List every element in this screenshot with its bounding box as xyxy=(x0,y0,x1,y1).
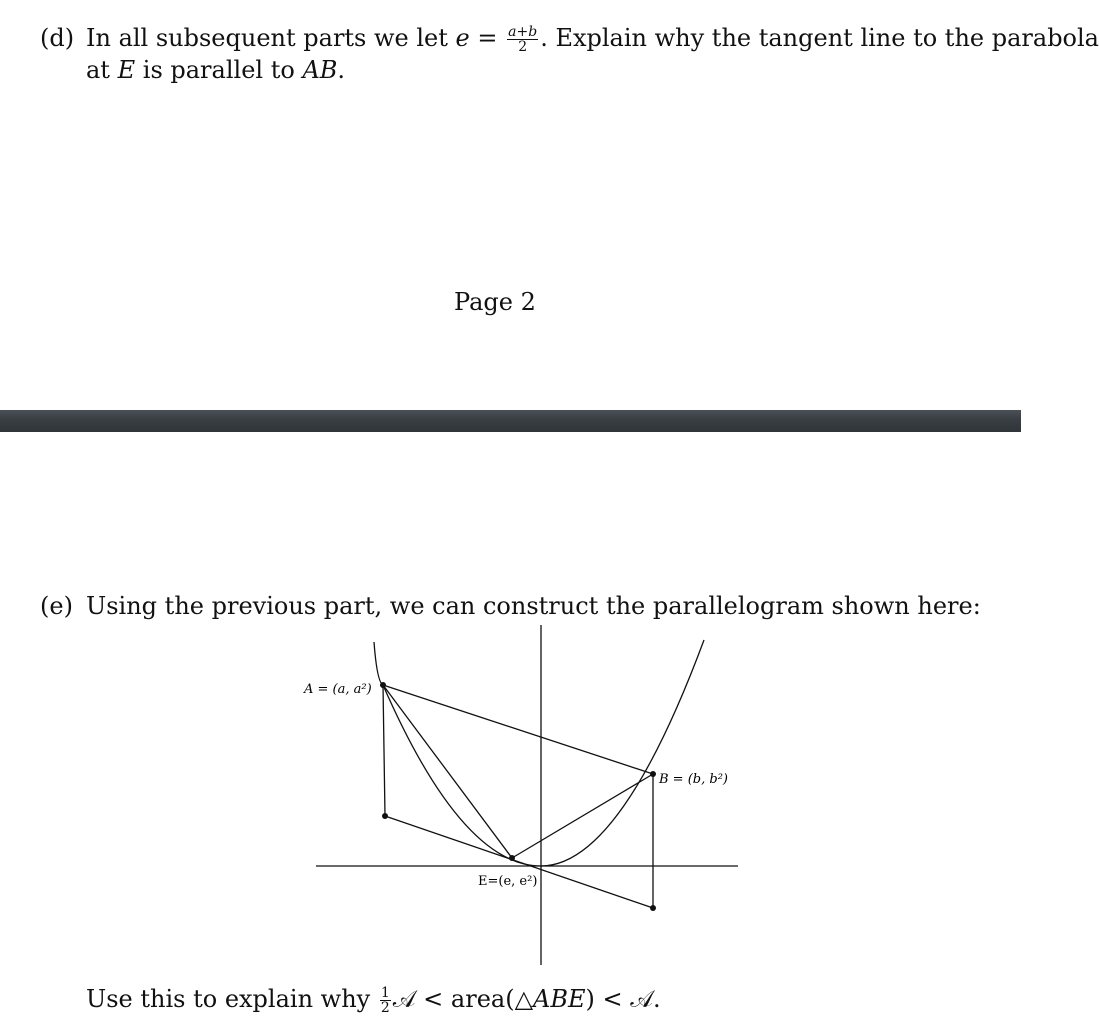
label-a: A = (a, a²) xyxy=(304,682,372,697)
fraction-one-half xyxy=(380,986,391,1015)
part-d xyxy=(40,22,1099,86)
parabola-curve xyxy=(374,640,704,866)
fraction-a-plus-b-over-2 xyxy=(507,25,538,54)
line2-prefix: at xyxy=(86,56,110,84)
line2-mid: is parallel to xyxy=(142,56,295,84)
point-a xyxy=(380,682,386,688)
part-d-label: (d) xyxy=(40,24,75,52)
parallelogram-left-side xyxy=(383,685,385,816)
triangle-abe: △ABE xyxy=(514,985,586,1013)
half-numerator: 1 xyxy=(380,985,390,1001)
label-b: B = (b, b²) xyxy=(659,772,728,787)
less-than-1: < xyxy=(423,985,444,1013)
tangent-line-at-e xyxy=(385,816,653,908)
corner-bottom-right xyxy=(650,905,656,911)
part-d-line-1 xyxy=(40,22,1099,54)
part-d-line-2 xyxy=(40,54,1099,86)
conclusion-period: . xyxy=(653,985,661,1013)
line2-end: . xyxy=(337,56,346,84)
area-close: ) xyxy=(585,985,595,1013)
conclusion-prefix: Use this to explain why xyxy=(86,985,371,1013)
segment-ab-ref: AB xyxy=(302,56,338,84)
segment-eb xyxy=(512,774,653,858)
equals-sign: = xyxy=(477,24,498,52)
area-text: area( xyxy=(450,985,515,1013)
page-2 xyxy=(0,0,1099,410)
page-3 xyxy=(0,432,1021,1024)
less-than-2: < xyxy=(602,985,623,1013)
segment-ab xyxy=(383,685,653,774)
script-a-2: 𝒜 xyxy=(630,985,653,1013)
part-d-text-after: . Explain why the tangent line to the parabola xyxy=(540,24,1099,52)
part-e-label: (e) xyxy=(40,592,73,620)
point-b xyxy=(650,771,656,777)
page-number: Page 2 xyxy=(454,288,536,316)
fraction-denominator: 2 xyxy=(518,39,528,55)
half-denominator: 2 xyxy=(380,1000,390,1016)
part-e xyxy=(40,590,981,622)
corner-bottom-left xyxy=(382,813,388,819)
point-e-ref: E xyxy=(117,56,136,84)
label-e: E=(e, e²) xyxy=(478,874,538,889)
segment-ae xyxy=(383,685,512,858)
fraction-numerator: a+b xyxy=(508,24,538,40)
part-d-text-before: In all subsequent parts we let xyxy=(86,24,448,52)
parallelogram-figure xyxy=(0,622,1021,1022)
part-e-text: Using the previous part, we can construct the parallelogram shown here: xyxy=(86,592,981,620)
script-a: 𝒜 xyxy=(392,985,416,1013)
page-separator xyxy=(0,410,1021,432)
point-e xyxy=(509,855,515,861)
e-variable: e xyxy=(455,24,470,52)
part-e-conclusion xyxy=(86,983,661,1015)
